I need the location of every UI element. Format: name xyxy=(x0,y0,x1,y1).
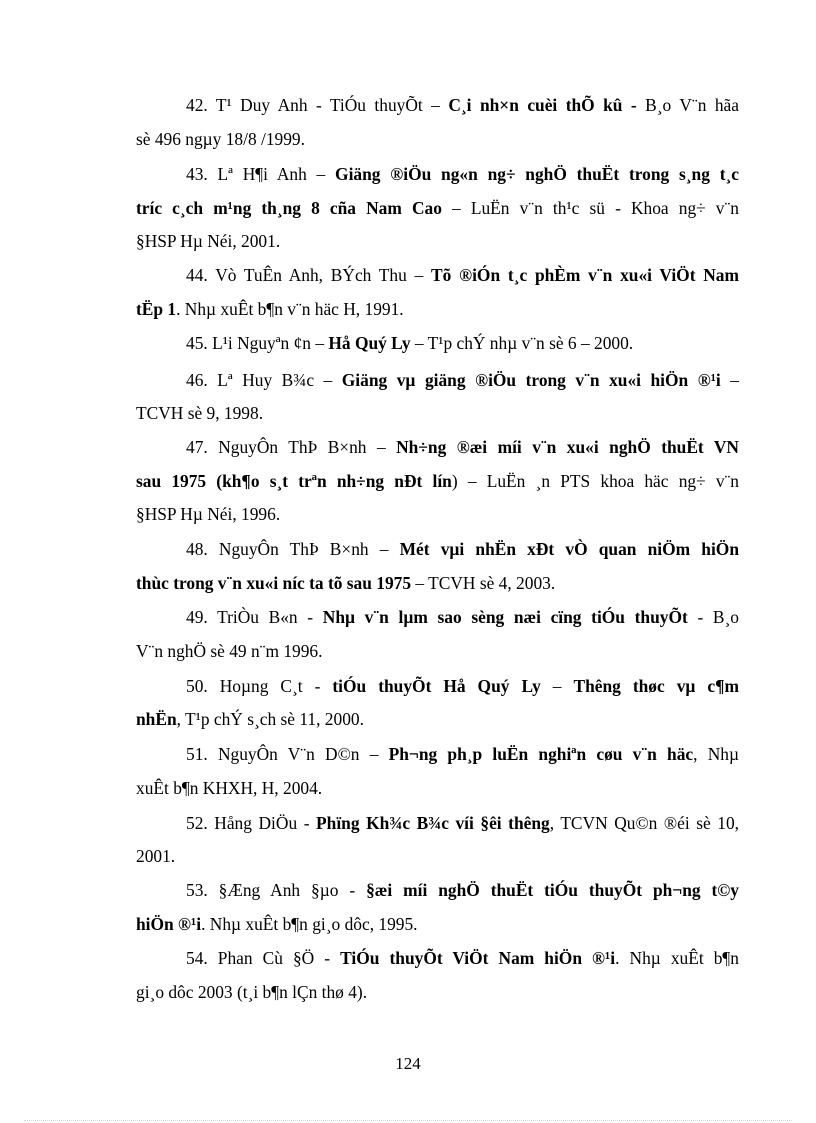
bold-title-run: Ph¬ng ph¸p luËn nghiªn cøu v¨n häc xyxy=(388,744,694,764)
bold-title-run: tríc c¸ch m¹ng th¸ng 8 cña Nam Cao xyxy=(136,198,442,218)
bold-title-run: Phïng Kh¾c B¾c víi §êi thêng xyxy=(316,813,550,833)
bold-title-run: nhËn xyxy=(136,709,177,729)
entry-line xyxy=(186,607,739,627)
entry-line xyxy=(136,778,322,798)
entry-line xyxy=(186,744,739,764)
entry-line xyxy=(136,198,739,218)
text-run: 50. Hoµng C¸t - xyxy=(186,676,333,696)
text-run: – T¹p chÝ nhµ v¨n sè 6 – 2000. xyxy=(410,333,634,353)
text-run: - B¸o xyxy=(687,607,740,627)
bold-title-run: C¸i nh×n cuèi thÕ kû - xyxy=(448,95,637,115)
text-run: 54. Phan Cù §Ö - xyxy=(186,948,341,968)
text-run: 2001. xyxy=(136,846,176,866)
bold-title-run: thùc trong v¨n xu«i níc ta tõ sau 1975 xyxy=(136,573,412,593)
text-run: – LuËn v¨n th¹c sü - Khoa ng÷ v¨n xyxy=(441,198,739,218)
bold-title-run: TiÓu thuyÕt ViÖt Nam hiÖn ®¹i xyxy=(340,948,616,968)
text-run: 48. NguyÔn ThÞ B×nh – xyxy=(186,539,400,559)
entry-line xyxy=(136,709,364,729)
entry-line xyxy=(186,880,739,900)
bold-title-run: Hå Quý Ly xyxy=(328,333,411,353)
bold-title-run: Giäng vµ giäng ®iÖu trong v¨n xu«i hiÖn ®¹i xyxy=(341,370,721,390)
bold-title-run: sau 1975 (kh¶o s¸t trªn nh÷ng nÐt lín xyxy=(136,471,452,491)
text-run: 49. TriÒu B«n - xyxy=(186,607,323,627)
page-number: 124 xyxy=(395,1054,421,1073)
bold-title-run: Nhµ v¨n lµm sao sèng næi cïng tiÓu thuyÕt xyxy=(322,607,688,627)
entry-line xyxy=(136,471,739,491)
text-run: – xyxy=(540,676,574,696)
text-run: xuÊt b¶n KHXH, H, 2004. xyxy=(136,778,323,798)
text-run: . Nhµ xuÊt b¶n gi¸o dôc, 1995. xyxy=(201,914,418,934)
text-run: TCVH sè 9, 1998. xyxy=(136,403,264,423)
entry-line xyxy=(186,333,633,353)
bold-title-run: tiÓu thuyÕt Hå Quý Ly xyxy=(332,676,541,696)
entry-line xyxy=(136,641,322,661)
entry-line xyxy=(186,539,739,559)
entry-line xyxy=(186,948,739,968)
text-run: 45. L¹i Nguyªn ¢n – xyxy=(186,333,329,353)
entry-line xyxy=(186,370,739,390)
text-run: , Nhµ xyxy=(693,744,739,764)
text-run: 52. Hång DiÖu - xyxy=(186,813,317,833)
text-run: 47. NguyÔn ThÞ B×nh – xyxy=(186,437,397,457)
text-run: 51. NguyÔn V¨n D©n – xyxy=(186,744,389,764)
entry-line xyxy=(186,676,739,696)
bold-title-run: Thêng thøc vµ c¶m xyxy=(573,676,740,696)
text-run: , T¹p chÝ s¸ch sè 11, 2000. xyxy=(176,709,364,729)
text-run: 42. T¹ Duy Anh - TiÓu thuyÕt – xyxy=(186,95,449,115)
entry-line xyxy=(136,914,418,934)
entry-line xyxy=(136,573,555,593)
bold-title-run: Giäng ®iÖu ng«n ng÷ nghÖ thuËt trong s¸ng t¸c xyxy=(335,164,739,184)
entry-line xyxy=(136,982,367,1002)
entry-line xyxy=(186,437,739,457)
text-run: V¨n nghÖ sè 49 n¨m 1996. xyxy=(136,641,323,661)
text-run: gi¸o dôc 2003 (t¸i b¶n lÇn thø 4). xyxy=(136,982,368,1002)
text-run: sè 496 ngµy 18/8 /1999. xyxy=(136,129,305,149)
text-run: B¸o V¨n hãa xyxy=(636,95,739,115)
bold-title-run: §æi míi nghÖ thuËt tiÓu thuyÕt ph¬ng t©y xyxy=(366,880,739,900)
bold-title-run: Mét vµi nhËn xÐt vÒ quan niÖm hiÖn xyxy=(399,539,740,559)
entry-line xyxy=(186,95,739,115)
text-run: 46. Lª Huy B¾c – xyxy=(186,370,342,390)
entry-line xyxy=(136,299,404,319)
text-run: – xyxy=(720,370,739,390)
text-run: 43. Lª H¶i Anh – xyxy=(186,164,336,184)
text-run: . Nhµ xuÊt b¶n xyxy=(615,948,740,968)
text-run: ) – LuËn ¸n PTS khoa häc ng÷ v¨n xyxy=(451,471,739,491)
text-run: . Nhµ xuÊt b¶n v¨n häc H, 1991. xyxy=(176,299,404,319)
entry-line xyxy=(186,164,739,184)
bold-title-run: Nh÷ng ®æi míi v¨n xu«i nghÖ thuËt VN xyxy=(396,437,739,457)
bold-title-run: hiÖn ®¹i xyxy=(136,914,202,934)
text-run: §HSP Hµ Néi, 1996. xyxy=(136,504,281,524)
entry-line xyxy=(136,504,280,524)
page-bottom-divider xyxy=(24,1120,792,1121)
text-run: §HSP Hµ Néi, 2001. xyxy=(136,231,281,251)
entry-line xyxy=(136,129,305,149)
bold-title-run: Tõ ®iÓn t¸c phÈm v¨n xu«i ViÖt Nam xyxy=(431,265,739,285)
text-run: – TCVH sè 4, 2003. xyxy=(411,573,556,593)
entry-line xyxy=(186,813,739,833)
bold-title-run: tËp 1 xyxy=(136,299,177,319)
entry-line xyxy=(136,846,175,866)
text-run: , TCVN Qu©n ®éi sè 10, xyxy=(549,813,739,833)
text-run: 53. §Æng Anh §µo - xyxy=(186,880,367,900)
entry-line xyxy=(136,403,263,423)
entry-line xyxy=(186,265,739,285)
entry-line xyxy=(136,231,280,251)
text-run: 44. Vò TuÊn Anh, BÝch Thu – xyxy=(186,265,432,285)
